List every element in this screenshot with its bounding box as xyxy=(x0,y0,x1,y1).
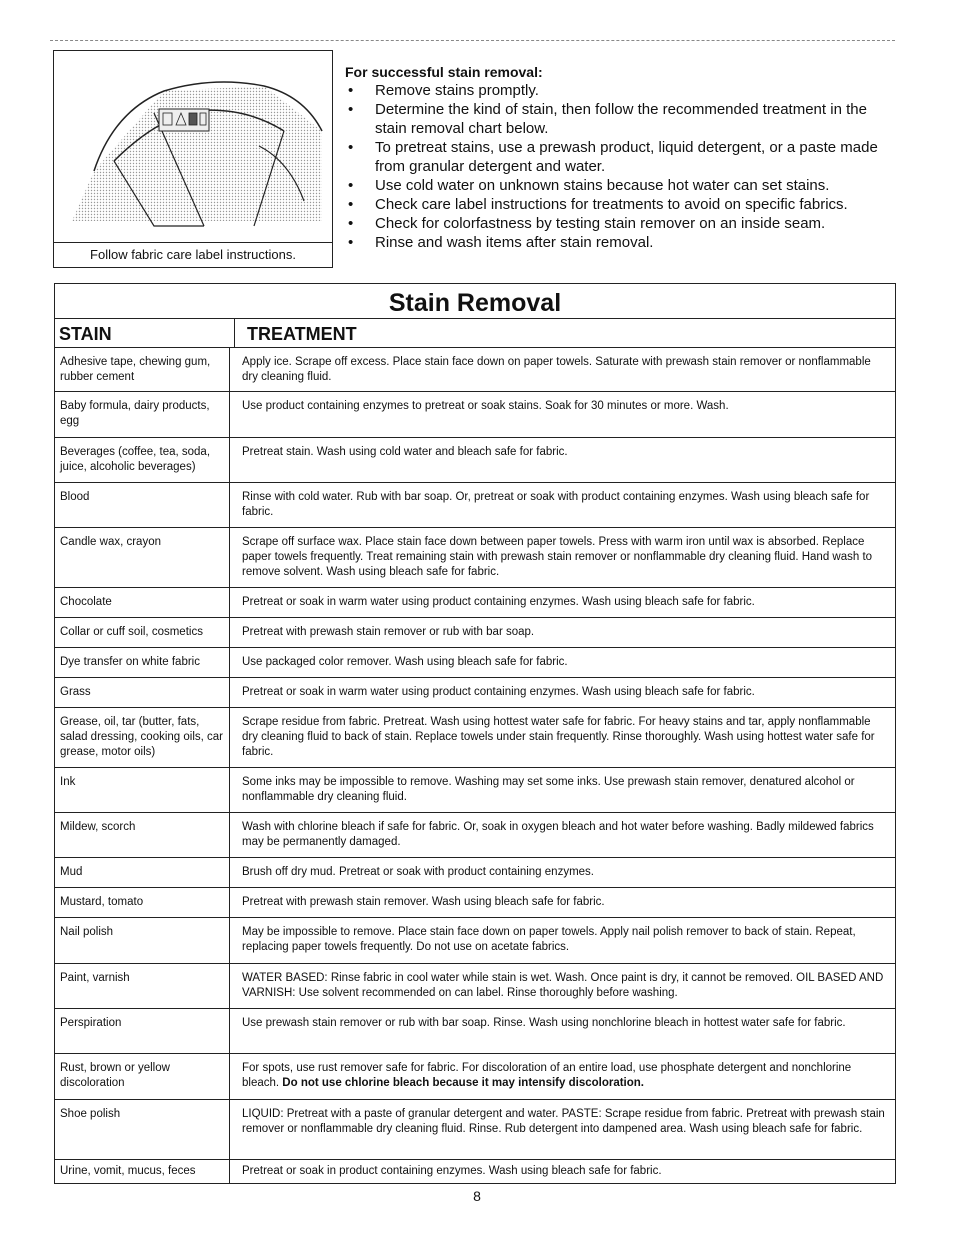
treatment-cell: Pretreat or soak in product containing enzymes. Wash using bleach safe for fabric. xyxy=(242,1165,662,1177)
stain-cell: Collar or cuff soil, cosmetics xyxy=(55,618,230,647)
stain-cell: Grease, oil, tar (butter, fats, salad dressing, cooking oils, car grease, motor oils) xyxy=(55,708,230,767)
table-row xyxy=(55,438,895,483)
table-row xyxy=(55,678,895,708)
tip-item: • Use cold water on unknown stains because hot water can set stains. xyxy=(345,176,890,195)
treatment-column-header: TREATMENT xyxy=(247,324,357,344)
table-row xyxy=(55,528,895,588)
care-label-figure xyxy=(53,50,333,268)
tip-item: • To pretreat stains, use a prewash product, liquid detergent, or a paste made from granular detergent and water. xyxy=(345,138,890,176)
treatment-cell: Pretreat or soak in warm water using product containing enzymes. Wash using bleach safe for fabric. xyxy=(242,596,755,608)
table-row xyxy=(55,588,895,618)
stain-cell: Rust, brown or yellow discoloration xyxy=(55,1054,230,1099)
table-row xyxy=(55,1100,895,1160)
top-divider xyxy=(50,40,895,41)
stain-cell: Candle wax, crayon xyxy=(55,528,230,587)
treatment-cell: Scrape residue from fabric. Pretreat. Wash using hottest water safe for fabric. For heavy stains and tar, apply nonflammable dry cleaning fluid to back of stain. Replace towels under stain frequently. Rinse thoroughly. Wash using hottest water safe for fabric. xyxy=(242,716,875,758)
tips-heading: For successful stain removal: xyxy=(345,64,543,80)
treatment-cell: Use packaged color remover. Wash using bleach safe for fabric. xyxy=(242,656,568,668)
stain-cell: Dye transfer on white fabric xyxy=(55,648,230,677)
table-row xyxy=(55,858,895,888)
table-row xyxy=(55,918,895,964)
treatment-cell: Pretreat stain. Wash using cold water and bleach safe for fabric. xyxy=(242,446,568,458)
table-row xyxy=(55,483,895,528)
stain-cell: Mustard, tomato xyxy=(55,888,230,917)
stain-cell: Beverages (coffee, tea, soda, juice, alcoholic beverages) xyxy=(55,438,230,482)
treatment-cell: Brush off dry mud. Pretreat or soak with product containing enzymes. xyxy=(242,866,594,878)
warning-note: Do not use chlorine bleach because it may intensify discoloration. xyxy=(282,1077,644,1089)
stain-cell: Baby formula, dairy products, egg xyxy=(55,392,230,437)
table-row xyxy=(55,648,895,678)
stain-column-header: STAIN xyxy=(55,319,235,347)
treatment-cell: LIQUID: Pretreat with a paste of granular detergent and water. PASTE: Scrape residue from fabric. Pretreat with prewash stain remover or nonflammable dry cleaning fluid. Rinse. Rub detergent into dampened area. Wash using bleach safe for fabric. xyxy=(242,1108,885,1135)
treatment-cell: Wash with chlorine bleach if safe for fabric. Or, soak in oxygen bleach and hot water before washing. Badly mildewed fabrics may be permanently damaged. xyxy=(242,821,874,848)
treatment-cell: Rinse with cold water. Rub with bar soap. Or, pretreat or soak with product containing enzymes. Wash using bleach safe for fabric. xyxy=(242,491,870,518)
treatment-cell: Scrape off surface wax. Place stain face down between paper towels. Press with warm iron until wax is absorbed. Replace paper towels frequently. Treat remaining stain with prewash stain remover or nonflammable dry cleaning fluid. Hand wash to remove solvent. Wash using bleach safe for fabric. xyxy=(242,536,873,578)
table-row xyxy=(55,392,895,438)
treatment-cell xyxy=(230,1054,895,1099)
table-title: Stain Removal xyxy=(55,284,895,319)
treatment-cell: Pretreat or soak in warm water using product containing enzymes. Wash using bleach safe for fabric. xyxy=(242,686,755,698)
stain-cell: Adhesive tape, chewing gum, rubber cement xyxy=(55,348,230,391)
treatment-cell: May be impossible to remove. Place stain face down on paper towels. Apply nail polish remover to back of stain. Repeat, replacing paper towels frequently. Do not use on acetate fabrics. xyxy=(242,926,856,953)
tip-item: • Check care label instructions for treatments to avoid on specific fabrics. xyxy=(345,195,890,214)
figure-caption: Follow fabric care label instructions. xyxy=(54,242,332,267)
stain-cell: Ink xyxy=(55,768,230,812)
table-row xyxy=(55,348,895,392)
stain-cell: Perspiration xyxy=(55,1009,230,1053)
stain-cell: Grass xyxy=(55,678,230,707)
treatment-cell: Pretreat with prewash stain remover or rub with bar soap. xyxy=(242,626,535,638)
stain-cell: Mud xyxy=(55,858,230,887)
table-row xyxy=(55,964,895,1009)
table-row xyxy=(55,888,895,918)
treatment-cell: Use product containing enzymes to pretreat or soak stains. Soak for 30 minutes or more. Wash. xyxy=(242,400,729,412)
stain-cell: Paint, varnish xyxy=(55,964,230,1008)
stain-cell: Nail polish xyxy=(55,918,230,963)
treatment-cell: Use prewash stain remover or rub with bar soap. Rinse. Wash using nonchlorine bleach in hottest water safe for fabric. xyxy=(242,1017,846,1029)
table-row xyxy=(55,1160,895,1183)
page-number: 8 xyxy=(473,1188,481,1204)
stain-removal-tips xyxy=(345,64,890,252)
stain-cell: Mildew, scorch xyxy=(55,813,230,857)
table-header xyxy=(55,319,895,348)
table-row xyxy=(55,1009,895,1054)
table-row xyxy=(55,768,895,813)
table-row xyxy=(55,618,895,648)
tip-item: • Determine the kind of stain, then follow the recommended treatment in the stain removal chart below. xyxy=(345,100,890,138)
stain-cell: Blood xyxy=(55,483,230,527)
stain-cell: Chocolate xyxy=(55,588,230,617)
stain-removal-table xyxy=(54,283,896,1184)
stain-cell: Urine, vomit, mucus, feces xyxy=(55,1160,230,1183)
treatment-cell: Apply ice. Scrape off excess. Place stain face down on paper towels. Saturate with prewash stain remover or nonflammable dry cleaning fluid. xyxy=(242,356,871,383)
treatment-cell: WATER BASED: Rinse fabric in cool water while stain is wet. Wash. Once paint is dry, it cannot be removed. OIL BASED AND VARNISH: Use solvent recommended on can label. Rinse thoroughly before washing. xyxy=(242,972,884,999)
stain-cell: Shoe polish xyxy=(55,1100,230,1159)
treatment-cell: Pretreat with prewash stain remover. Wash using bleach safe for fabric. xyxy=(242,896,605,908)
tip-item: • Check for colorfastness by testing stain remover on an inside seam. xyxy=(345,214,890,233)
table-row xyxy=(55,1054,895,1100)
tips-list xyxy=(345,81,890,252)
tip-item: • Remove stains promptly. xyxy=(345,81,890,100)
table-row xyxy=(55,708,895,768)
treatment-cell: Some inks may be impossible to remove. Washing may set some inks. Use prewash stain remover, denatured alcohol or nonflammable dry cleaning fluid. xyxy=(242,776,855,803)
shirt-collar-illustration xyxy=(54,51,332,243)
treatment-text: For spots, use rust remover safe for fabric. For discoloration of an entire load, use phosphate detergent and nonchlorine bleach. xyxy=(242,1062,852,1089)
table-row xyxy=(55,813,895,858)
tip-item: • Rinse and wash items after stain removal. xyxy=(345,233,890,252)
